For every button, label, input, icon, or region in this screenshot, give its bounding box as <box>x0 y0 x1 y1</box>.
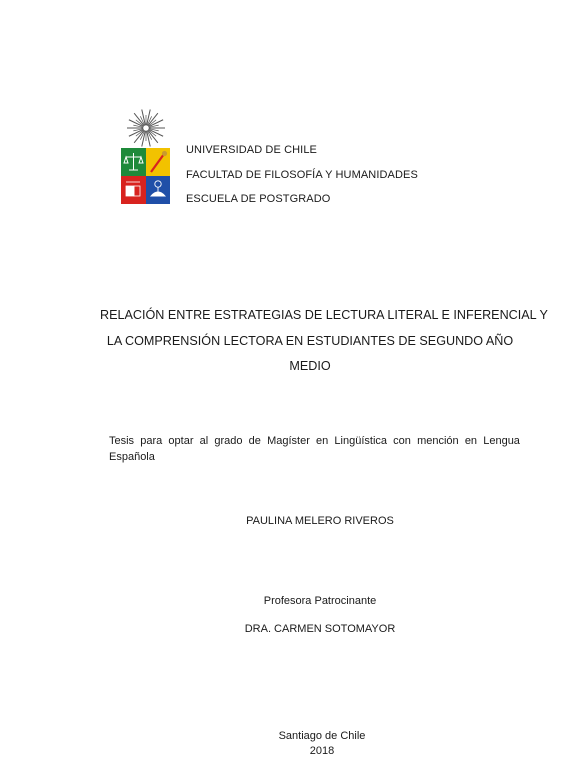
emblem-star-core <box>143 125 149 131</box>
thesis-word: en <box>316 435 329 447</box>
thesis-description <box>109 433 520 465</box>
thesis-word: Lingüística <box>334 435 388 447</box>
title-line: RELACIÓN ENTRE ESTRATEGIAS DE LECTURA LITERAL E INFERENCIAL Y <box>100 308 548 322</box>
thesis-title <box>100 303 548 380</box>
place: Santiago de Chile <box>278 730 366 742</box>
thesis-word: optar <box>168 435 194 447</box>
place-and-year <box>100 729 544 759</box>
author-name: PAULINA MELERO RIVEROS <box>246 515 394 527</box>
emblem-rays <box>127 109 165 146</box>
thesis-word: de <box>248 435 261 447</box>
title-line: MEDIO <box>289 359 331 373</box>
university-name: UNIVERSIDAD DE CHILE <box>186 144 317 156</box>
institution-header <box>118 108 438 208</box>
thesis-word: Tesis <box>109 435 135 447</box>
faculty-name: FACULTAD DE FILOSOFÍA Y HUMANIDADES <box>186 168 418 181</box>
thesis-word: con <box>393 435 411 447</box>
thesis-word: en <box>464 435 478 447</box>
thesis-word: grado <box>214 435 243 447</box>
year: 2018 <box>309 745 335 757</box>
advisor-label: Profesora Patrocinante <box>263 595 377 607</box>
title-line: LA COMPRENSIÓN LECTORA EN ESTUDIANTES DE SEGUNDO AÑO <box>106 333 514 348</box>
thesis-description-line: Española <box>109 451 155 463</box>
advisor-name: DRA. CARMEN SOTOMAYOR <box>244 623 396 635</box>
institution-lines <box>186 138 418 212</box>
thesis-word: Magíster <box>267 435 310 447</box>
thesis-word: al <box>199 435 209 447</box>
thesis-description-line <box>109 433 520 449</box>
university-emblem-icon <box>118 108 174 206</box>
school-name: ESCUELA DE POSTGRADO <box>186 193 331 205</box>
thesis-word: Lengua <box>483 435 520 447</box>
thesis-word: para <box>140 435 163 447</box>
thesis-word: mención <box>417 435 459 447</box>
